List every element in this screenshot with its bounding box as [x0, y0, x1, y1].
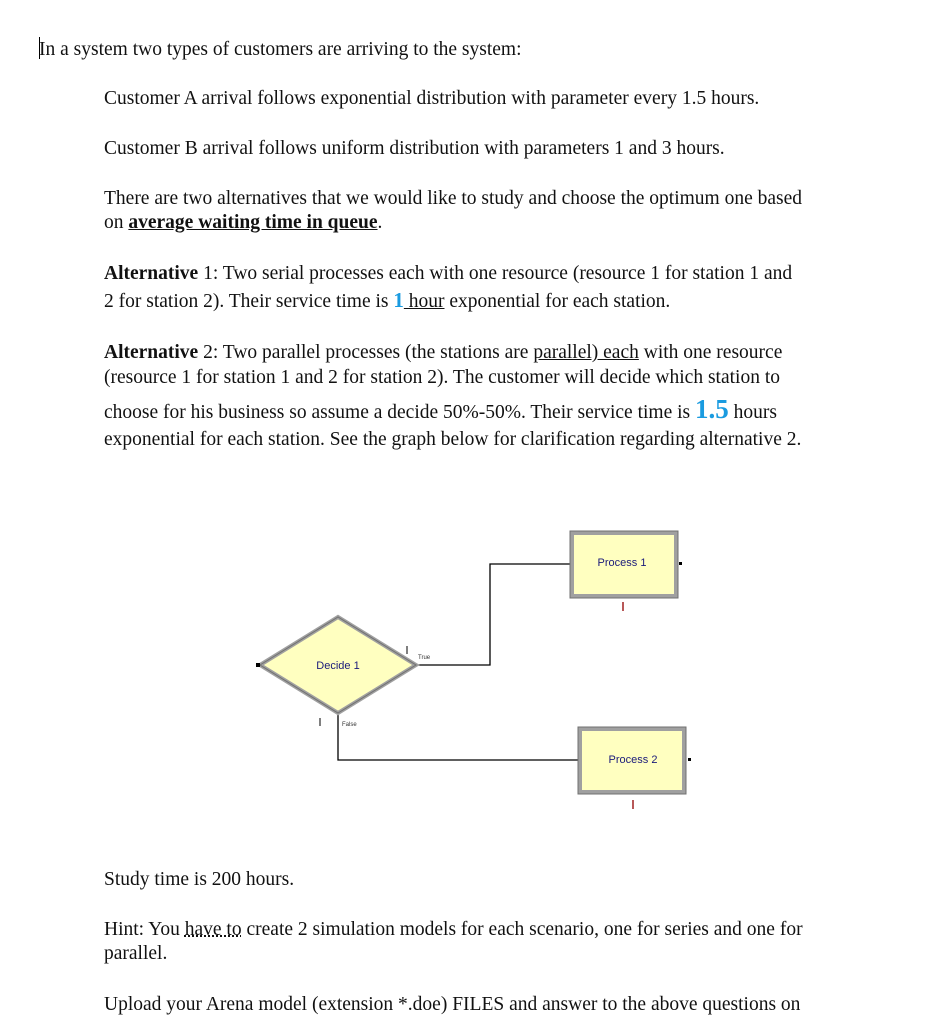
text-fragment: with one resource	[638, 342, 783, 363]
process-2-label: Process 2	[608, 754, 658, 766]
criterion-emphasis: average waiting time in queue	[128, 212, 378, 233]
hint-line2: parallel.	[104, 943, 168, 964]
hint-line1	[104, 918, 803, 942]
customer-b-text: Customer B arrival follows uniform distribution with parameters 1 and 3 hours.	[104, 138, 725, 159]
connector-false-to-process2	[338, 715, 580, 760]
alternative-2-line2: (resource 1 for station 1 and 2 for station 2). The customer will decide which station to	[104, 367, 781, 388]
text-fragment: exponential for each station.	[444, 291, 671, 312]
customer-a-text: Customer A arrival follows exponential distribution with parameter every 1.5 hours.	[104, 88, 760, 109]
service-time-highlight: 1	[393, 288, 404, 312]
service-time-unit: hour	[403, 291, 445, 312]
text-fragment: Hint: You	[104, 919, 185, 940]
text-fragment: on	[104, 212, 129, 233]
true-branch-label: True	[418, 655, 431, 661]
alternatives-intro-line1: There are two alternatives that we would like to study and choose the optimum one based	[104, 188, 803, 209]
text-fragment: create 2 simulation models for each scenario, one for series and one for	[241, 919, 803, 940]
decide-label: Decide 1	[316, 660, 360, 672]
decide-entry-port	[256, 663, 260, 667]
grammar-flag: have to	[184, 919, 242, 940]
intro-text: In a system two types of customers are arriving to the system:	[39, 39, 522, 60]
alternative-2-line4: exponential for each station. See the graph below for clarification regarding alternative 2.	[104, 429, 802, 450]
study-time-text: Study time is 200 hours.	[104, 869, 295, 890]
process-1-exit-port	[679, 562, 682, 565]
text-fragment: .	[377, 212, 383, 233]
alternative-1-label: Alternative	[104, 263, 199, 284]
alternative-2-label: Alternative	[104, 342, 199, 363]
text-fragment: 2: Two parallel processes (the stations are	[198, 342, 534, 363]
text-fragment: hours	[728, 402, 777, 423]
text-fragment: 2 for station 2). Their service time is	[104, 291, 394, 312]
upload-text: Upload your Arena model (extension *.doe) FILES and answer to the above questions on	[104, 994, 801, 1015]
text-fragment: 1: Two serial processes each with one resource (resource 1 for station 1 and	[198, 263, 793, 284]
service-time-highlight: 1.5	[695, 394, 729, 424]
false-branch-label: False	[342, 722, 357, 728]
connector-true-to-process1	[416, 564, 572, 665]
parallel-emphasis: parallel) each	[533, 342, 639, 363]
text-fragment: choose for his business so assume a decide 50%-50%. Their service time is	[104, 402, 695, 423]
process-2-exit-port	[688, 758, 691, 761]
process-1-label: Process 1	[597, 557, 647, 569]
